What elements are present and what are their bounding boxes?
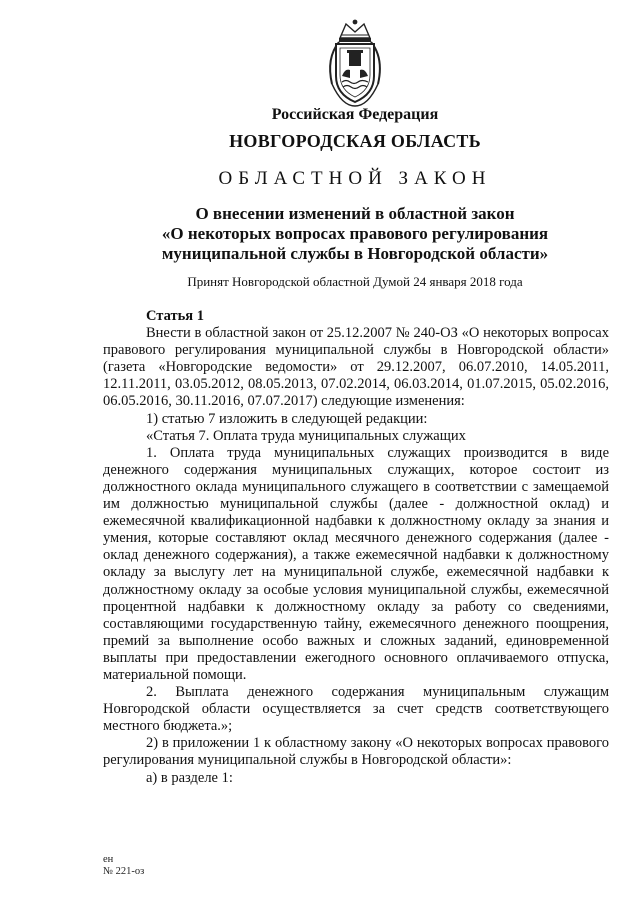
law-title-line: О внесении изменений в областной закон bbox=[195, 204, 515, 223]
paragraph: 1. Оплата труда муниципальных служащих производится в виде денежного содержания муниципальных служащих, которое состоит из должностного оклада муниципального служащего в соответствии с замещаемой им должностью муниципальной службы (далее - должностной оклад) и ежемесячной квалификационной надбавки к должностному окладу за знания и умения, которые составляют оклад месячного денежного содержания (далее - оклад денежного содержания), а также ежемесячной надбавки к должностному окладу за выслугу лет на муниципальной службе, ежемесячной надбавки к должностному окладу за особые условия муниципальной службы, ежемесячной процентной надбавки к должностному окладу за работу со сведениями, составляющими государственную тайну, ежемесячного денежного поощрения, премий за выполнение особо важных и сложных заданий, единовременной выплаты при предоставлении ежегодного основного оплачиваемого отпуска, материальной помощи. bbox=[103, 444, 609, 683]
article-body bbox=[103, 308, 609, 787]
paragraph: Внести в областной закон от 25.12.2007 № 240-ОЗ «О некоторых вопросах правового регулирования муниципальной службы в Новгородской области» (газета «Новгородские ведомости» от 29.12.2007, 06.07.2010, 14.05.2011, 12.11.2011, 03.05.2012, 08.05.2013, 07.02.2014, 06.03.2014, 01.07.2015, 05.02.2016, 06.05.2016, 30.11.2016, 07.07.2017) следующие изменения: bbox=[103, 325, 609, 410]
law-title-line: «О некоторых вопросах правового регулирования bbox=[161, 224, 549, 243]
paragraph: «Статья 7. Оплата труда муниципальных служащих bbox=[146, 427, 466, 444]
law-title bbox=[100, 204, 610, 264]
paragraph: 1) статью 7 изложить в следующей редакции: bbox=[146, 410, 428, 427]
footer-doc-number: № 221-оз bbox=[103, 866, 145, 877]
article-heading: Статья 1 bbox=[146, 308, 204, 324]
paragraph: а) в разделе 1: bbox=[146, 769, 233, 786]
paragraph: 2. Выплата денежного содержания муниципальным служащим Новгородской области осуществляется за счет средств соответствующего местного бюджета.»; bbox=[103, 684, 609, 735]
law-title-line: муниципальной службы в Новгородской области» bbox=[161, 244, 549, 263]
adoption-note: Принят Новгородской областной Думой 24 января 2018 года bbox=[187, 274, 523, 289]
region-heading: НОВГОРОДСКАЯ ОБЛАСТЬ bbox=[229, 131, 481, 151]
footer-initials: ен bbox=[103, 854, 114, 865]
document-footer bbox=[103, 854, 144, 878]
law-type-heading: ОБЛАСТНОЙ ЗАКОН bbox=[218, 168, 492, 189]
coat-of-arms-emblem bbox=[318, 18, 392, 108]
paragraph: 2) в приложении 1 к областному закону «О некоторых вопросах правового регулирования муниципальной службы в Новгородской области»: bbox=[103, 735, 609, 769]
federation-heading: Российская Федерация bbox=[271, 106, 439, 123]
